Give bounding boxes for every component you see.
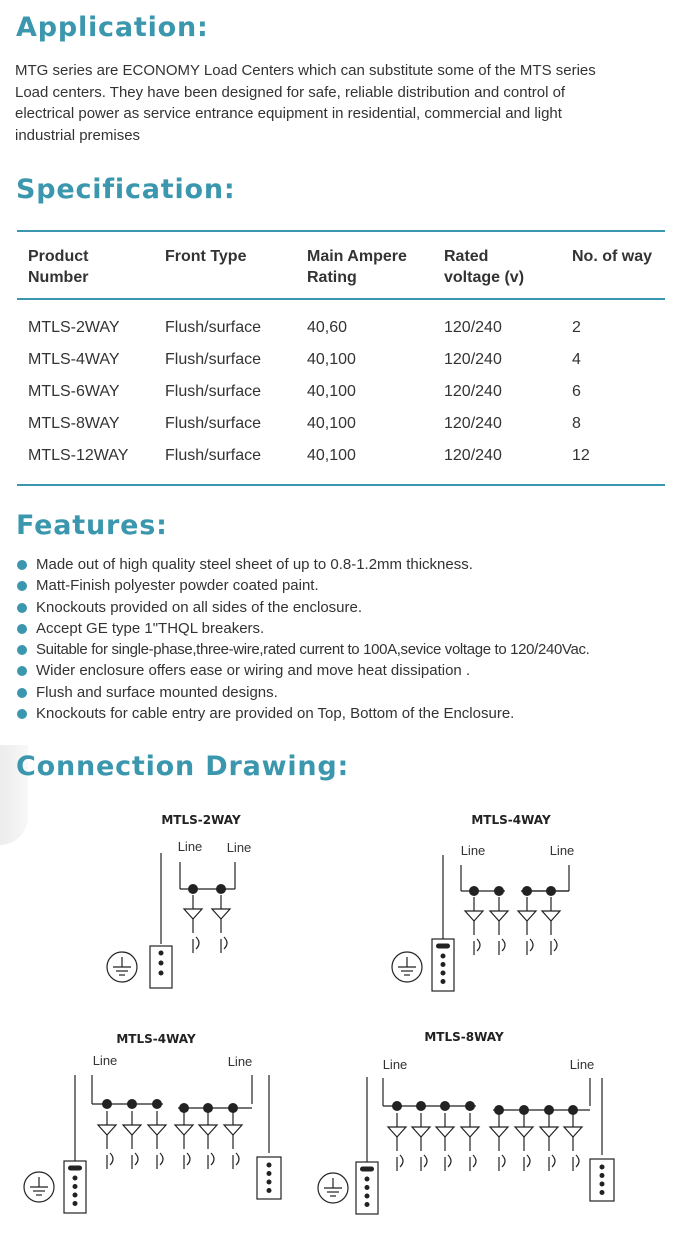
- line-label: Line: [382, 1057, 408, 1072]
- application-line: Load centers. They have been designed for safe, reliable distribution and control of: [15, 83, 566, 101]
- terminal-dot: [600, 1190, 605, 1195]
- feature-text: Suitable for single-phase,three-wire,rated current to 100A,sevice voltage to 120/240Vac.: [36, 641, 590, 659]
- terminal-dot: [267, 1180, 272, 1185]
- column-header-line: No. of way: [572, 248, 653, 265]
- breaker-triangle: [175, 1125, 193, 1135]
- feature-text: Knockouts for cable entry are provided on Top, Bottom of the Enclosure.: [36, 705, 515, 723]
- line-label: Line: [569, 1057, 595, 1072]
- breaker-arc: [527, 1155, 530, 1167]
- breaker-arc: [552, 1155, 555, 1167]
- application-heading: Application:: [16, 12, 209, 43]
- breaker-arc: [473, 1155, 476, 1167]
- table-row: [17, 312, 665, 344]
- table-body: [17, 300, 665, 484]
- column-header-rated-voltage: [444, 246, 572, 298]
- table-row: [17, 408, 665, 440]
- terminal-dot: [159, 951, 164, 956]
- breaker-arc: [502, 1155, 505, 1167]
- ground-icon: [24, 1172, 54, 1202]
- column-header-no-of-way: [572, 246, 665, 298]
- breaker: [540, 1113, 558, 1171]
- breaker-triangle: [199, 1125, 217, 1135]
- breaker: [465, 897, 483, 955]
- breaker-triangle: [184, 909, 202, 919]
- breaker: [564, 1113, 582, 1171]
- table-cell: 40,60: [307, 319, 348, 336]
- neutral-terminal-block: [150, 946, 172, 988]
- breaker-arc: [224, 937, 227, 949]
- list-item: [17, 639, 677, 660]
- diagram-title: MTLS-2WAY: [161, 813, 241, 827]
- circuit-schematic: [392, 855, 569, 991]
- breaker-arc: [211, 1153, 214, 1165]
- table-cell: 120/240: [444, 447, 502, 464]
- breaker: [184, 895, 202, 953]
- breaker-arc: [160, 1153, 163, 1165]
- list-item: [17, 682, 677, 703]
- bullet-icon: [17, 688, 27, 698]
- table-cell: Flush/surface: [165, 447, 262, 464]
- terminal-dot: [441, 979, 446, 984]
- breaker-triangle: [518, 911, 536, 921]
- diagram-mtls-8way: [318, 1030, 614, 1214]
- column-header-line: Front Type: [165, 248, 247, 265]
- terminal-dot: [73, 1184, 78, 1189]
- breaker: [515, 1113, 533, 1171]
- breaker-arc: [502, 939, 505, 951]
- breaker-triangle: [542, 911, 560, 921]
- specification-table: [17, 230, 665, 486]
- terminal-dot: [365, 1202, 370, 1207]
- table-cell: 120/240: [444, 351, 502, 368]
- breaker-triangle: [148, 1125, 166, 1135]
- terminal-dot: [267, 1188, 272, 1193]
- breaker-triangle: [465, 911, 483, 921]
- breaker-arc: [110, 1153, 113, 1165]
- table-cell: 2: [572, 319, 581, 336]
- table-row: [17, 376, 665, 408]
- breaker: [175, 1111, 193, 1169]
- terminal-dot: [159, 971, 164, 976]
- terminal-dot: [600, 1173, 605, 1178]
- feature-text: Wider enclosure offers ease or wiring and move heat dissipation .: [36, 662, 471, 680]
- breaker: [98, 1111, 116, 1169]
- bullet-icon: [17, 666, 27, 676]
- breaker-arc: [424, 1155, 427, 1167]
- terminal-dot: [267, 1163, 272, 1168]
- breaker: [542, 897, 560, 955]
- specification-heading: Specification:: [16, 174, 236, 205]
- breaker: [412, 1113, 430, 1171]
- terminal-dot: [441, 954, 446, 959]
- table-cell: MTLS-12WAY: [28, 447, 129, 464]
- table-cell: 120/240: [444, 319, 502, 336]
- terminal-dot: [73, 1193, 78, 1198]
- bus-dot: [416, 1101, 426, 1111]
- breaker-triangle: [564, 1127, 582, 1137]
- table-cell: 6: [572, 383, 581, 400]
- table-cell: Flush/surface: [165, 351, 262, 368]
- bullet-icon: [17, 645, 27, 655]
- breaker-arc: [448, 1155, 451, 1167]
- neutral-terminal-block: [432, 939, 454, 991]
- breaker-arc: [196, 937, 199, 949]
- neutral-terminal-block: [64, 1161, 86, 1213]
- breaker-triangle: [490, 1127, 508, 1137]
- bus-dot: [152, 1099, 162, 1109]
- table-cell: 40,100: [307, 447, 356, 464]
- table-cell: 120/240: [444, 415, 502, 432]
- diagram-title: MTLS-4WAY: [116, 1032, 196, 1046]
- terminal-dot: [441, 971, 446, 976]
- circuit-schematic: [107, 853, 235, 988]
- breaker-triangle: [490, 911, 508, 921]
- table-cell: 4: [572, 351, 581, 368]
- breaker: [123, 1111, 141, 1169]
- line-label: Line: [92, 1053, 118, 1068]
- line-label: Line: [460, 843, 486, 858]
- features-heading: Features:: [16, 510, 168, 541]
- application-line: electrical power as service entrance equipment in residential, commercial and light: [15, 105, 562, 122]
- bus-dot: [546, 886, 556, 896]
- feature-text: Flush and surface mounted designs.: [36, 683, 278, 701]
- terminal-dot: [600, 1165, 605, 1170]
- column-header-line: Number: [28, 269, 89, 286]
- diagram-title: MTLS-8WAY: [424, 1030, 504, 1044]
- breaker-triangle: [224, 1125, 242, 1135]
- breaker: [490, 1113, 508, 1171]
- line-label: Line: [227, 1054, 253, 1069]
- table-cell: 12: [572, 447, 590, 464]
- bus-dot: [494, 886, 504, 896]
- terminal-dot: [267, 1171, 272, 1176]
- table-cell: MTLS-2WAY: [28, 319, 120, 336]
- terminal-bar: [360, 1167, 374, 1172]
- bus-dot: [127, 1099, 137, 1109]
- breaker-arc: [135, 1153, 138, 1165]
- feature-text: Matt-Finish polyester powder coated paint.: [36, 577, 319, 595]
- column-header-front-type: [165, 246, 307, 298]
- feature-text: Accept GE type 1"THQL breakers.: [36, 619, 265, 637]
- breaker-arc: [477, 939, 480, 951]
- bullet-icon: [17, 603, 27, 613]
- bullet-icon: [17, 709, 27, 719]
- circuit-schematic: [24, 1075, 281, 1213]
- table-row: [17, 440, 665, 472]
- breaker: [490, 897, 508, 955]
- breaker: [199, 1111, 217, 1169]
- bus-dot: [465, 1101, 475, 1111]
- table-cell: Flush/surface: [165, 319, 262, 336]
- list-item: [17, 660, 677, 681]
- terminal-bar: [68, 1166, 82, 1171]
- breaker-arc: [576, 1155, 579, 1167]
- breaker: [388, 1113, 406, 1171]
- breaker-arc: [530, 939, 533, 951]
- breaker-arc: [187, 1153, 190, 1165]
- connection-drawing-heading: Connection Drawing:: [16, 751, 350, 782]
- connection-drawings: [0, 795, 679, 1230]
- application-paragraph: [15, 60, 670, 146]
- table-cell: MTLS-6WAY: [28, 383, 120, 400]
- table-cell: MTLS-8WAY: [28, 415, 120, 432]
- bus-dot: [188, 884, 198, 894]
- diagram-mtls-4way-top: [392, 813, 574, 991]
- table-cell: 120/240: [444, 383, 502, 400]
- feature-text: Made out of high quality steel sheet of up to 0.8-1.2mm thickness.: [36, 556, 473, 573]
- breaker: [224, 1111, 242, 1169]
- column-header-line: Main Ampere: [307, 248, 407, 265]
- column-header-line: Rating: [307, 269, 357, 286]
- terminal-dot: [600, 1182, 605, 1187]
- table-header: [17, 232, 665, 300]
- ground-icon: [318, 1173, 348, 1203]
- list-item: [17, 554, 677, 575]
- table-cell: Flush/surface: [165, 415, 262, 432]
- breaker: [212, 895, 230, 953]
- bullet-icon: [17, 581, 27, 591]
- breaker: [461, 1113, 479, 1171]
- terminal-dot: [365, 1185, 370, 1190]
- line-label: Line: [177, 839, 203, 854]
- bus-dot: [102, 1099, 112, 1109]
- table-cell: MTLS-4WAY: [28, 351, 120, 368]
- terminal-dot: [365, 1177, 370, 1182]
- column-header-line: voltage (v): [444, 269, 525, 286]
- line-label: Line: [549, 843, 575, 858]
- application-line: MTG series are ECONOMY Load Centers which can substitute some of the MTS series: [15, 62, 596, 79]
- table-row: [17, 344, 665, 376]
- feature-text: Knockouts provided on all sides of the enclosure.: [36, 598, 363, 616]
- table-cell: Flush/surface: [165, 383, 262, 400]
- list-item: [17, 597, 677, 618]
- bullet-icon: [17, 624, 27, 634]
- list-item: [17, 575, 677, 596]
- breaker: [148, 1111, 166, 1169]
- breaker-triangle: [212, 909, 230, 919]
- ground-terminal-block: [590, 1078, 614, 1201]
- diagram-title: MTLS-4WAY: [471, 813, 551, 827]
- bus-dot: [440, 1101, 450, 1111]
- breaker-triangle: [98, 1125, 116, 1135]
- breaker-triangle: [515, 1127, 533, 1137]
- bus-dot: [392, 1101, 402, 1111]
- line-label: Line: [226, 840, 252, 855]
- column-header-main-ampere-rating: [307, 246, 444, 298]
- breaker-arc: [554, 939, 557, 951]
- breaker-arc: [236, 1153, 239, 1165]
- breaker-triangle: [123, 1125, 141, 1135]
- column-header-product-number: [17, 246, 165, 298]
- features-list: [17, 554, 677, 724]
- breaker-triangle: [461, 1127, 479, 1137]
- ground-terminal-block: [257, 1075, 281, 1199]
- ground-icon: [107, 952, 137, 982]
- terminal-bar: [436, 944, 450, 949]
- diagram-mtls-4way-bottom: [24, 1032, 281, 1213]
- diagram-mtls-2way: [107, 813, 251, 988]
- breaker: [436, 1113, 454, 1171]
- neutral-terminal-block: [356, 1162, 378, 1214]
- table-cell: 40,100: [307, 415, 356, 432]
- list-item: [17, 703, 677, 724]
- ground-icon: [392, 952, 422, 982]
- terminal-dot: [73, 1201, 78, 1206]
- bus-dot: [469, 886, 479, 896]
- terminal-dot: [365, 1194, 370, 1199]
- breaker-triangle: [436, 1127, 454, 1137]
- bus-dot: [522, 886, 532, 896]
- breaker-triangle: [388, 1127, 406, 1137]
- breaker-triangle: [412, 1127, 430, 1137]
- column-header-line: Rated: [444, 248, 489, 265]
- table-cell: 40,100: [307, 351, 356, 368]
- table-cell: 8: [572, 415, 581, 432]
- list-item: [17, 618, 677, 639]
- terminal-dot: [159, 961, 164, 966]
- bus-dot: [216, 884, 226, 894]
- circuit-schematic: [318, 1077, 614, 1214]
- breaker-triangle: [540, 1127, 558, 1137]
- bullet-icon: [17, 560, 27, 570]
- terminal-dot: [73, 1176, 78, 1181]
- breaker-arc: [400, 1155, 403, 1167]
- table-cell: 40,100: [307, 383, 356, 400]
- breaker: [518, 897, 536, 955]
- application-line: industrial premises: [15, 126, 141, 144]
- terminal-dot: [441, 962, 446, 967]
- column-header-line: Product: [28, 248, 89, 265]
